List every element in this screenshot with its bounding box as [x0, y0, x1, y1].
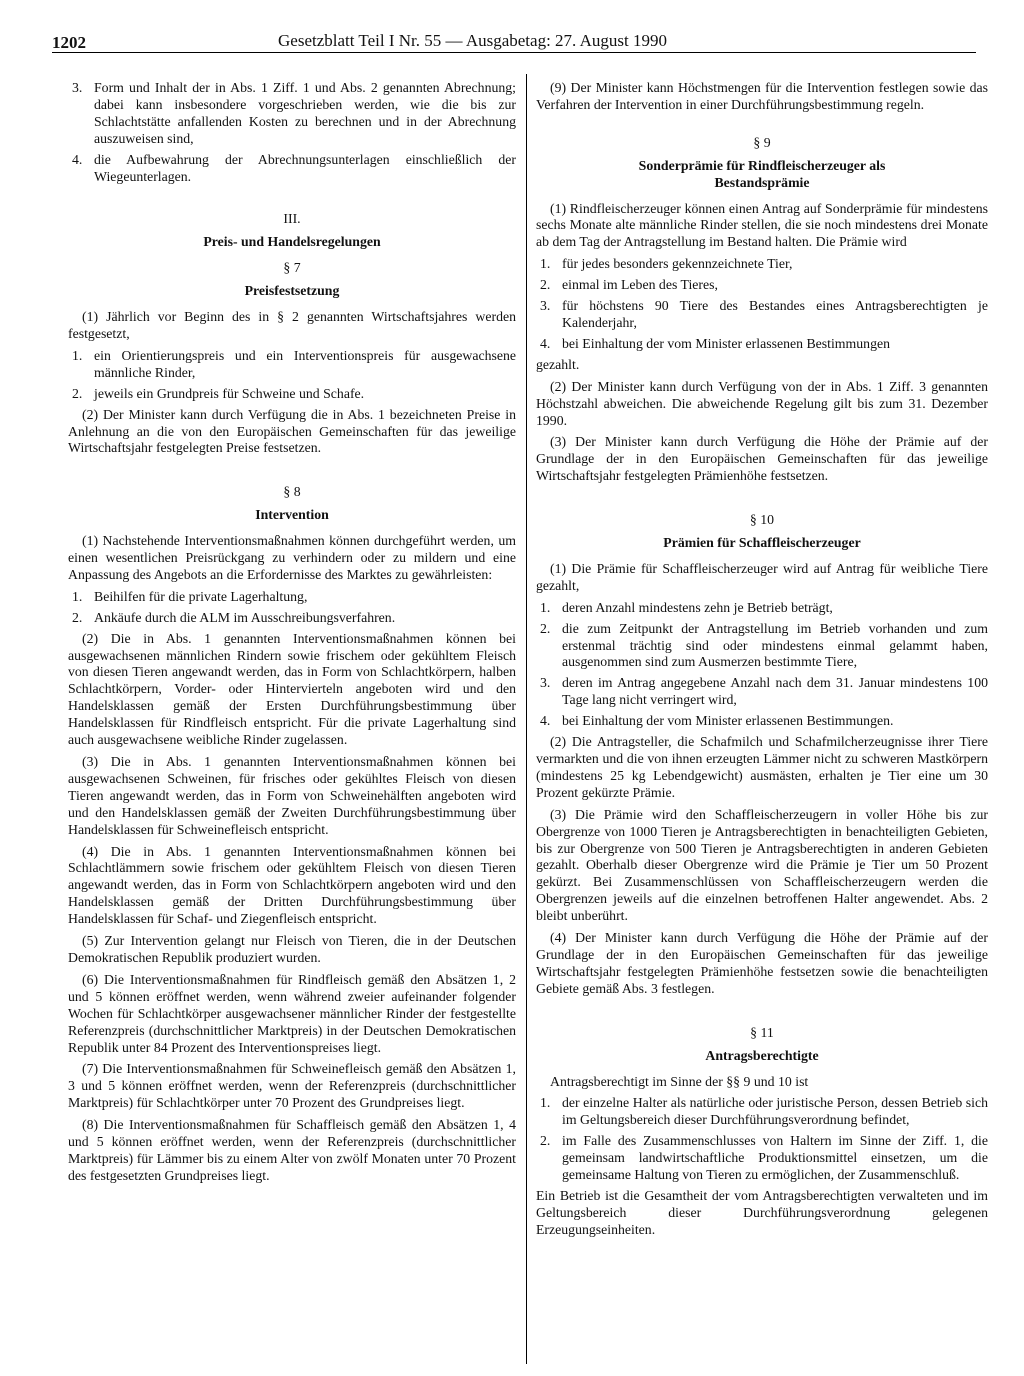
part-number: III.: [283, 211, 301, 227]
paragraph: Antragsberechtigt im Sinne der §§ 9 und 10 ist: [550, 1073, 809, 1089]
section-8-title: Intervention: [255, 507, 329, 523]
paragraph: (2) Der Minister kann durch Verfügung die in Abs. 1 bezeichneten Preise in Anlehnung an die von den Europäischen Gemeinschaften für das jeweilige Wirtschaftsjahr festgelegten Preise festsetzen.: [68, 406, 516, 456]
paragraph: (2) Die Antragsteller, die Schafmilch und Schafmilcherzeugnisse ihrer Tiere vermarkten und die von ihnen erzeugten Lämmer nicht zu schweren Mastkörpern (mindestens 25 kg Lebendgewicht) ausmästen, erhalten je Tier eine um 30 Prozent gekürzte Prämie.: [536, 734, 988, 800]
list-item: 4. bei Einhaltung der vom Minister erlassenen Bestimmungen: [540, 335, 890, 351]
list-item: 2. jeweils ein Grundpreis für Schweine und Schafe.: [72, 385, 365, 401]
section-7-title: Preisfestsetzung: [244, 283, 340, 299]
list-item: 4. die Aufbewahrung der Abrechnungsunterlagen einschließlich der Wiegeunterlagen.: [72, 151, 516, 184]
paragraph: (1) Die Prämie für Schaffleischerzeuger wird auf Antrag für weibliche Tiere gezahlt,: [536, 560, 988, 593]
paragraph: (5) Zur Intervention gelangt nur Fleisch von Tieren, die in der Deutschen Demokratischen Republik produziert wurden.: [68, 933, 516, 965]
running-title: Gesetzblatt Teil I Nr. 55 — Ausgabetag: 27. August 1990: [278, 31, 667, 50]
paragraph: (4) Der Minister kann durch Verfügung die Höhe der Prämie auf der Grundlage der in den Europäischen Gemeinschaften für das jeweilige Wirtschaftsjahr festgelegten Prämienhöhe festsetzen sowie die benachteiligten Gebiete gemäß Abs. 3 festlegen.: [536, 930, 988, 996]
paragraph: (7) Die Interventionsmaßnahmen für Schweinefleisch gemäß den Absätzen 1, 3 und 5 können eröffnet werden, wenn der Referenzpreis (durchschnittlicher Marktpreis) für Schlachtkörper unter 70 Prozent des Grundpreises liegt.: [68, 1061, 516, 1111]
list-item: 3. deren im Antrag angegebene Anzahl nach dem 31. Januar mindestens 100 Tage lang nicht verringert wird,: [540, 675, 988, 708]
list-item: 1. der einzelne Halter als natürliche oder juristische Person, dessen Betrieb sich im Geltungsbereich dieser Durchführungsverordnung befindet,: [540, 1095, 988, 1128]
section-8-mark: § 8: [283, 484, 301, 500]
section-9-title-line-2: Bestandsprämie: [714, 174, 810, 190]
paragraph: (8) Die Interventionsmaßnahmen für Schaffleisch gemäß den Absätzen 1, 4 und 5 können eröffnet werden, wenn der Referenzpreis (durchschnittlicher Marktpreis) für Lämmer bis zu einem Alter von zwölf Monaten unter 70 Prozent des festgesetzten Grundpreises liegt.: [68, 1117, 516, 1183]
right-column: [536, 80, 988, 1244]
part-title: Preis- und Handelsregelungen: [203, 234, 381, 250]
paragraph: gezahlt.: [536, 356, 580, 372]
section-11-title: Antragsberechtigte: [705, 1047, 819, 1063]
list-item: 3. für höchstens 90 Tiere des Bestandes eines Antragsberechtigten je Kalenderjahr,: [540, 298, 988, 330]
paragraph: (1) Rindfleischerzeuger können einen Antrag auf Sonderprämie für mindestens sechs Monate alte männliche Rinder stellen, die sie noch mindestens drei Monate ab dem Tag der Antragstellung im Bestand halten. Die Prämie wird: [536, 200, 988, 250]
list-item: 2. im Falle des Zusammenschlusses von Haltern im Sinne der Ziff. 1, die gemeinsam landwirtschaftliche Produktionsmittel einsetzen, um die gemeinsame Haltung von Tieren zu ermöglichen, der Zusammenschluß.: [540, 1133, 988, 1183]
list-item: 1. für jedes besonders gekennzeichnete Tier,: [540, 256, 793, 272]
list-item: 2. einmal im Leben des Tieres,: [540, 277, 718, 293]
list-item: 2. Ankäufe durch die ALM im Ausschreibungsverfahren.: [72, 609, 396, 625]
paragraph: (1) Jährlich vor Beginn des in § 2 genannten Wirtschaftsjahres werden festgesetzt,: [68, 309, 516, 341]
paragraph: (3) Die Prämie wird den Schaffleischerzeugern in voller Höhe bis zur Obergrenze von 1000 Tieren je Antragsberechtigten in benachteiligten Gebieten, bis zur Obergrenze von 500 Tieren je Antragsberechtigten in anderen Gebieten gezahlt. Oberhalb dieser Obergrenze wird die Prämie je Tier um 50 Prozent gekürzt. Bei Zusammenschlüssen von Schaffleischerzeugern werden die Obergrenzen jeweils auf die einzelnen betroffenen Halter angewendet. Abs. 2 bleibt unberührt.: [536, 806, 988, 924]
paragraph: (6) Die Interventionsmaßnahmen für Rindfleisch gemäß den Absätzen 1, 2 und 5 können eröffnet werden, wenn während zweier aufeinander folgender Wochen für Schlachtkörper ausgewachsener männlicher Rinder der festgestellte Referenzpreis (durchschnittlicher Marktpreis) in der Deutschen Demokratischen Republik unter 84 Prozent des Interventionspreises liegt.: [68, 971, 516, 1055]
list-item: 4. bei Einhaltung der vom Minister erlassenen Bestimmungen.: [540, 713, 894, 729]
paragraph: (2) Die in Abs. 1 genannten Interventionsmaßnahmen können bei ausgewachsenen männlichen Rindern sowie frischem oder gekühltem Fleisch von diesen Tieren angewandt werden, das in Form von Schlachtkörpern, halben Schlachtkörpern, Vorder- oder Hintervierteln angeboten wird und den Handelsklassen gemäß der Ersten Durchführungsbestimmung über Handelsklassen für Rindfleisch entspricht. Für die private Lagerhaltung sind auch ausgewachsene weibliche Rinder zugelassen.: [68, 630, 516, 748]
section-10-title: Prämien für Schaffleischerzeuger: [663, 535, 861, 551]
list-item: 1. deren Anzahl mindestens zehn je Betrieb beträgt,: [540, 599, 833, 615]
paragraph: Ein Betrieb ist die Gesamtheit der vom Antragsberechtigten verwalteten und im Geltungsbereich dieser Durchführungsverordnung gelegenen Erzeugungseinheiten.: [536, 1187, 988, 1237]
column-divider: [526, 74, 527, 1364]
paragraph: (3) Der Minister kann durch Verfügung die Höhe der Prämie auf der Grundlage der in den Europäischen Gemeinschaften für das jeweilige Wirtschaftsjahr festgelegten Prämienhöhe festsetzen.: [536, 434, 988, 484]
list-item: 3. Form und Inhalt der in Abs. 1 Ziff. 1 und Abs. 2 genannten Abrechnung; dabei kann insbesondere vorgeschrieben werden, wie die bis zur Schlachtstätte anfallenden Kosten zu berechnen und in der Abrechnung auszuweisen sind,: [72, 80, 516, 146]
paragraph: (9) Der Minister kann Höchstmengen für die Intervention festlegen sowie das Verfahren der Intervention in einer Durchführungsbestimmung regeln.: [536, 80, 988, 112]
section-10-mark: § 10: [749, 512, 775, 528]
header-rule: [52, 52, 976, 53]
section-9-title-line-1: Sonderprämie für Rindfleischerzeuger als: [638, 157, 886, 173]
list-item: 2. die zum Zeitpunkt der Antragstellung im Betrieb vorhanden und zum erstenmal trächtig sind oder mindestens einmal gelammt haben, ausgenommen sind zum Ausmerzen bestimmte Tiere,: [540, 620, 988, 670]
left-column: [68, 80, 516, 1190]
paragraph: (4) Die in Abs. 1 genannten Interventionsmaßnahmen können bei Schlachtlämmern sowie frischem oder gekühltem Fleisch von diesen Tieren angewandt werden, das in Form von Schlachtkörpern angeboten wird und den Handelsklassen gemäß der Dritten Durchführungsbestimmung über Handelsklassen für Schaf- und Ziegenfleisch entspricht.: [68, 843, 516, 927]
section-7-mark: § 7: [283, 260, 301, 276]
section-9-mark: § 9: [753, 134, 771, 150]
section-11-mark: § 11: [750, 1024, 774, 1040]
list-item: 1. ein Orientierungspreis und ein Interventionspreis für ausgewachsene männliche Rinder,: [72, 347, 516, 380]
list-item: 1. Beihilfen für die private Lagerhaltung,: [72, 588, 308, 604]
paragraph: (2) Der Minister kann durch Verfügung von der in Abs. 1 Ziff. 3 genannten Höchstzahl abweichen. Die abweichende Regelung gilt bis zum 31. Dezember 1990.: [536, 378, 988, 428]
paragraph: (3) Die in Abs. 1 genannten Interventionsmaßnahmen können bei ausgewachsenen Schweinen, für frisches oder gekühltes Fleisch von diesen Tieren angewandt werden, das in Form von Schweinehälften angeboten wird und den Handelsklassen gemäß der Zweiten Durchführungsbestimmung über Handelsklassen für Schweinefleisch entspricht.: [68, 754, 516, 837]
paragraph: (1) Nachstehende Interventionsmaßnahmen können durchgeführt werden, um einen wesentlichen Preisrückgang zu verhindern oder zu mildern und eine Anpassung des Angebots an die Erfordernisse des Marktes zu gewährleisten:: [68, 533, 516, 582]
page-number: 1202: [52, 33, 86, 52]
